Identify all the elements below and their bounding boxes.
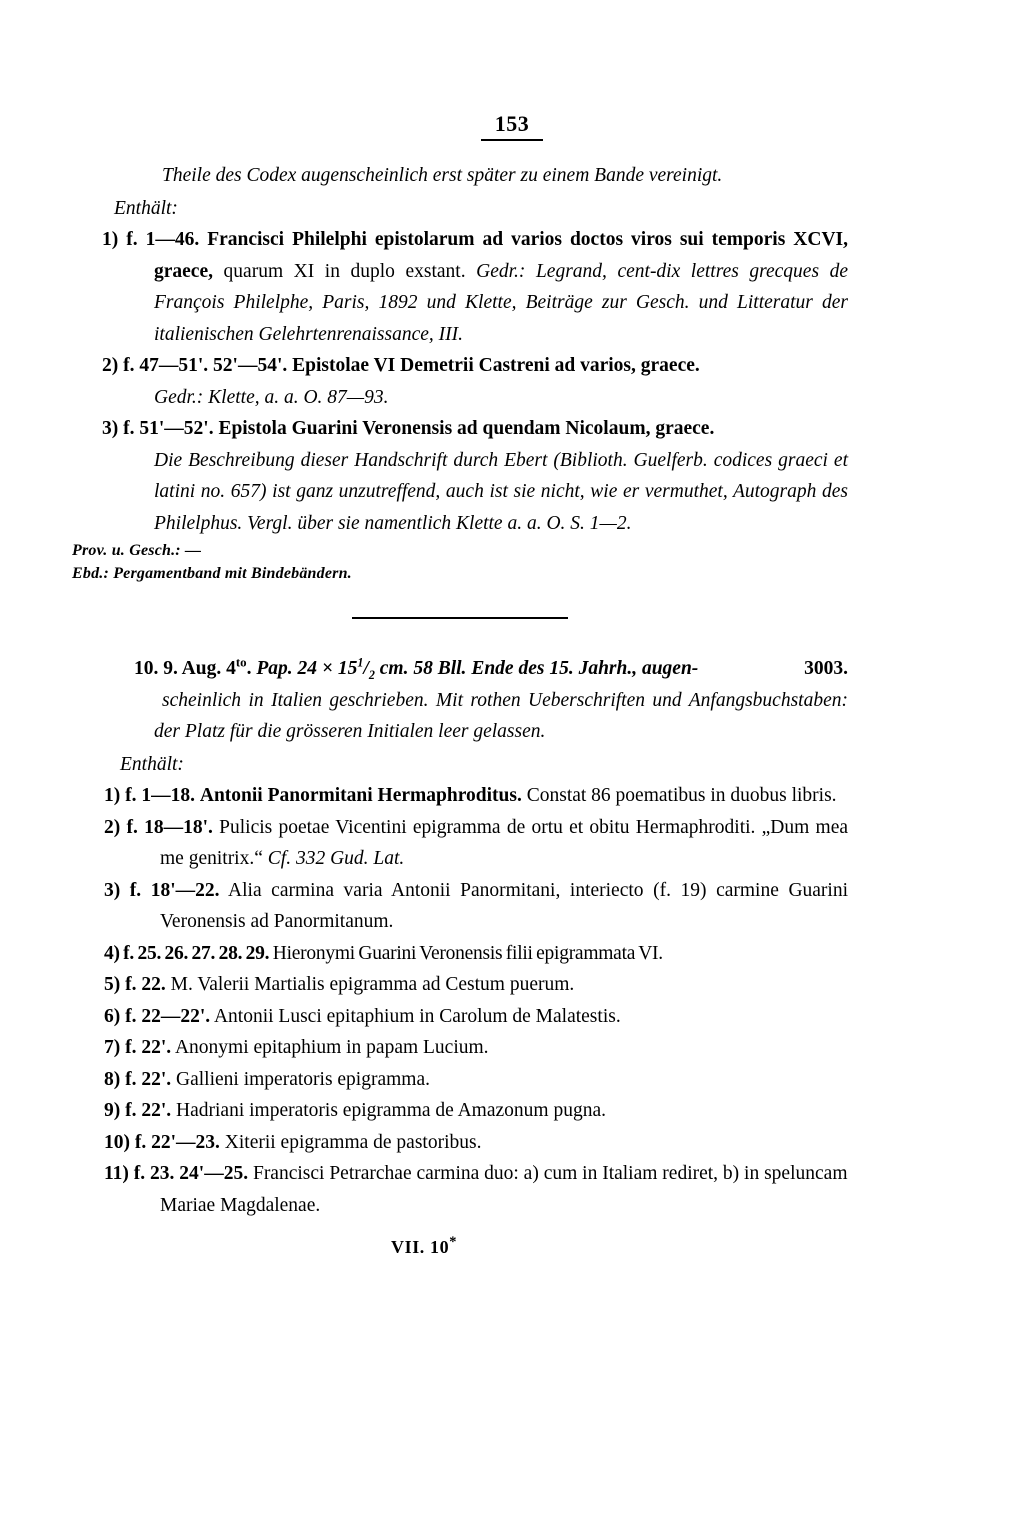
list-item-roman-text: Hieronymi Guarini Veronensis filii epigrammata VI. (272, 942, 663, 964)
list-item-marker: 8) f. 22'. (104, 1068, 172, 1090)
list-item (72, 413, 848, 445)
list-item (88, 812, 848, 875)
shelfmark: 3003. (804, 658, 848, 679)
list-item-marker: 3) f. 18'—22. (104, 879, 220, 901)
list-item (88, 1158, 848, 1221)
list-item-bold-text: Antonii Panormitani Hermaphroditus. (199, 785, 522, 806)
list-item-roman-text: Hadriani imperatoris epigramma de Amazonum pugna. (176, 1100, 606, 1121)
provenance-line: Prov. u. Gesch.: — (72, 542, 202, 559)
list-item-bold-text: Epistola Guarini Veronensis ad quendam Nicolaum, graece. (218, 418, 715, 439)
dimension-fraction-denominator: 2 (368, 667, 375, 682)
list-item-bold-text: Francisci Philelphi epistolarum ad varios doctos viros sui temporis XCVI, graece, (154, 229, 848, 282)
section-one-subnote: Die Beschreibung dieser Handschrift durch Ebert (Biblioth. Guelferb. codices graeci et latini no. 657) ist ganz unzutreffend, auch ist sie nicht, wie er vermuthet, Autograph des Philelphus. Vergl. über sie namentlich Klette a. a. O. S. 1—2. (154, 449, 848, 534)
entry-material: Pap. 24 (256, 658, 317, 679)
list-item (88, 1064, 848, 1096)
list-item (72, 350, 848, 382)
list-item-marker: 10) f. 22'—23. (104, 1131, 220, 1153)
signature-text: VII. 10 (390, 1237, 450, 1257)
list-item (88, 1032, 848, 1064)
dimension-fraction-numerator: 1 (357, 655, 364, 670)
entry-dimensions: $15^1/_2$ (337, 655, 375, 682)
list-item-marker: 5) f. 22. (104, 974, 166, 995)
list-item-roman-text: Antonii Lusci epitaphium in Carolum de Malatestis. (213, 1005, 621, 1027)
section-one-item-list (72, 224, 848, 539)
list-item (88, 875, 848, 938)
list-item-roman-text: Alia carmina varia Antonii Panormitani, interiecto (f. 19) carmine Guarini Veronensis ad Panormitanum. (160, 879, 849, 932)
dimension-whole: 15 (337, 658, 358, 679)
entry-number-period: . (246, 658, 252, 679)
list-item-roman-text: quarum XI in duplo exstant. (213, 260, 477, 282)
divider-rule (352, 617, 568, 619)
list-item-roman-text: Anonymi epitaphium in papam Lucium. (174, 1037, 489, 1058)
section-one-subnote: Gedr.: Klette, a. a. O. 87—93. (154, 386, 389, 408)
section-two-contents-label: Enthält: (120, 753, 184, 775)
list-item-roman-text: Xiterii epigramma de pastoribus. (224, 1131, 482, 1153)
page-header (0, 112, 1024, 141)
list-item-marker: 2) f. 47—51'. 52'—54'. (102, 355, 288, 376)
entry-number: 10. 9. Aug. 4 (134, 658, 236, 679)
list-item-marker: 6) f. 22—22'. (104, 1005, 211, 1027)
entry-date: Ende des 15. Jahrh., augen- (471, 658, 699, 679)
text-block (72, 160, 848, 1258)
entry-format-ordinal: to (235, 655, 247, 670)
list-item (88, 1001, 848, 1033)
list-item-marker: 2) f. 18—18'. (104, 816, 213, 838)
section-one-intro: Theile des Codex augenscheinlich erst später zu einem Bande vereinigt. (162, 165, 723, 186)
section-one-contents-label: Enthält: (114, 197, 178, 219)
dimension-times-icon: × (321, 658, 333, 679)
list-item (88, 780, 848, 812)
list-item-bold-text: Epistolae VI Demetrii Castreni ad varios, graece. (292, 355, 700, 376)
section-two-description: scheinlich in Italien geschrieben. Mit rothen Ueberschriften und Anfangsbuchstaben: der Platz für die grösseren Initialen leer gelassen. (154, 689, 848, 742)
list-item-marker: 7) f. 22'. (104, 1037, 172, 1058)
list-item-marker: 11) f. 23. 24'—25. (104, 1163, 249, 1184)
entry-dimension-unit: cm. (379, 658, 409, 679)
list-item-roman-text: Gallieni imperatoris epigramma. (176, 1068, 430, 1090)
section-two-item-list (72, 780, 848, 1221)
list-item-roman-text: Constat 86 poematibus in duobus libris. (521, 785, 837, 806)
list-item-marker: 1) f. 1—18. (104, 785, 195, 806)
list-item-italic-text: Cf. 332 Gud. Lat. (267, 848, 405, 869)
entry-leaf-count: 58 Bll. (413, 658, 467, 679)
signature-star: * (449, 1234, 457, 1250)
list-item-marker: 3) f. 51'—52'. (102, 418, 214, 439)
list-item (88, 1095, 848, 1127)
binding-line: Ebd.: Pergamentband mit Bindebändern. (72, 565, 352, 582)
list-item (88, 938, 848, 970)
list-item (72, 224, 848, 350)
list-item-roman-text: Pulicis poetae Vicentini epigramma de ortu et obitu Hermaphroditi. „Dum mea me genitrix.“ (160, 816, 849, 869)
folio-number: 153 (481, 112, 544, 141)
list-item (88, 969, 848, 1001)
list-item-roman-text: M. Valerii Martialis epigramma ad Cestum puerum. (170, 974, 575, 995)
list-item (88, 1127, 848, 1159)
section-two-header (72, 653, 848, 685)
list-item-marker: 9) f. 22'. (104, 1100, 172, 1121)
list-item-marker: 1) f. 1—46. (102, 229, 200, 250)
list-item-marker: 4) f. 25. 26. 27. 28. 29. (104, 942, 270, 964)
list-item-italic-text: Gedr.: Legrand, cent-dix lettres grecques de François Philelphe, Paris, 1892 und Klette, Beiträge zur Gesch. und Litteratur der italienischen Gelehrtenrenaissance, III. (154, 260, 848, 345)
printer-signature (72, 1234, 848, 1258)
list-item-roman-text: Francisci Petrarchae carmina duo: a) cum in Italiam rediret, b) in speluncam Mariae Magdalenae. (160, 1163, 848, 1216)
section-divider (72, 609, 848, 627)
